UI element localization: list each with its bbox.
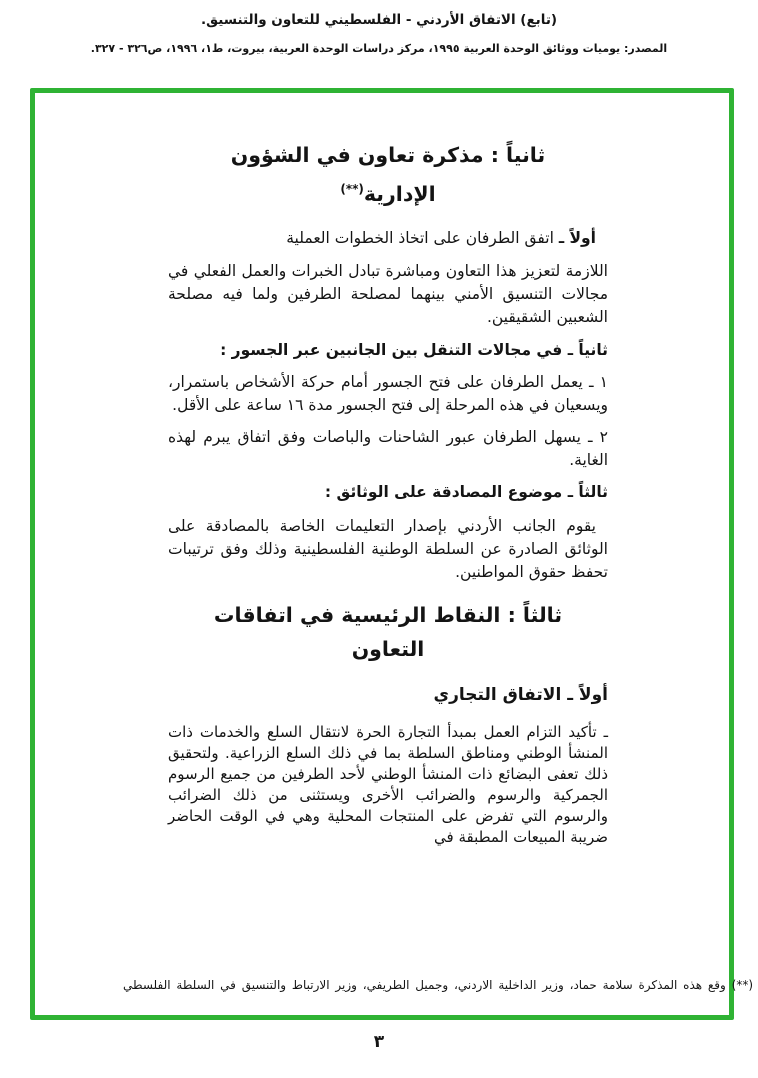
section-three-heading: [168, 598, 608, 666]
bridges-item-2: ٢ ـ يسهل الطرفان عبور الشاحنات والباصات وفق اتفاق يبرم لهذه الغاية.: [168, 427, 608, 469]
memo-intro-label: أولاً ـ: [558, 228, 596, 247]
trade-agreement-subheading: أولاً ـ الاتفاق التجاري: [433, 684, 608, 705]
trade-agreement-paragraph: ـ تأكيد التزام العمل بمبدأ التجارة الحرة لانتقال السلع والخدمات ذات المنشأ الوطني ومناطق السلطة بما في ذلك السلع الزراعية. ولتحقيق ذلك تعفى البضائع ذات المنشأ الوطني لأحد الطرفين من جميع الرسوم الجمركية والرسوم والضرائب الأخرى ويستثنى من ذلك الضرائب والرسوم التي تفرض على المنتجات المحلية وهي في الوقت الحاضر ضريبة المبيعات المطبقة في: [168, 722, 608, 846]
section-two-heading: [168, 138, 608, 211]
bridges-clause-heading: [168, 339, 608, 362]
source-citation: المصدر: يوميات ووثائق الوحدة العربية ١٩٩٥، مركز دراسات الوحدة العربية، بيروت، ط١، ١٩٩٦، ص٣٢٦ - ٣٢٧.: [90, 42, 668, 55]
document-continuation-title: (تابع) الاتفاق الأردني - الفلسطيني للتعاون والتنسيق.: [200, 12, 558, 28]
memo-intro-lead: اتفق الطرفان على اتخاذ الخطوات العملية: [286, 228, 554, 247]
bridges-clause-label: ثانياً ـ: [567, 340, 608, 359]
section-two-heading-word: الإدارية: [363, 181, 436, 206]
page-number: ٣: [373, 1032, 385, 1052]
documents-paragraph: يقوم الجانب الأردني بإصدار التعليمات الخاصة بالمصادقة على الوثائق الصادرة عن السلطة الوطنية الفلسطينية وذلك وفق ترتيبات تحفظ حقوق المواطنين.: [168, 516, 608, 581]
bridges-clause-text: في مجالات التنقل بين الجانبين عبر الجسور :: [220, 340, 563, 359]
memo-intro-paragraph: اللازمة لتعزيز هذا التعاون ومباشرة تبادل الخبرات والعمل الفعلي في مجالات التنسيق الأمني بينهما لمصلحة الطرفين ولما فيه مصلحة الشعبين الشقيقين.: [168, 261, 608, 326]
memo-content: [168, 138, 608, 848]
documents-clause-label: ثالثاً ـ: [567, 482, 608, 501]
memo-intro-line: [168, 227, 608, 250]
documents-clause-heading: [168, 481, 608, 504]
section-three-heading-line2: التعاون: [351, 636, 425, 661]
section-three-heading-line1: ثالثاً : النقاط الرئيسية في اتفاقات: [213, 602, 563, 627]
documents-clause-text: موضوع المصادقة على الوثائق :: [324, 482, 563, 501]
footnote-marker: (**): [340, 182, 364, 196]
page-header: [0, 12, 758, 55]
footnote: (**) وقع هذه المذكرة سلامة حماد، وزير الداخلية الاردني، وجميل الطريفي، وزير الارتباط والتنسيق في السلطة الفلسطي: [123, 978, 753, 992]
bridges-item-1: ١ ـ يعمل الطرفان على فتح الجسور أمام حركة الأشخاص باستمرار، ويسعيان في هذه المرحلة إلى فتح الجسور مدة ١٦ ساعة على الأقل.: [168, 372, 608, 414]
section-two-heading-line1: ثانياً : مذكرة تعاون في الشؤون: [230, 143, 546, 167]
section-two-heading-line2: [168, 172, 608, 211]
